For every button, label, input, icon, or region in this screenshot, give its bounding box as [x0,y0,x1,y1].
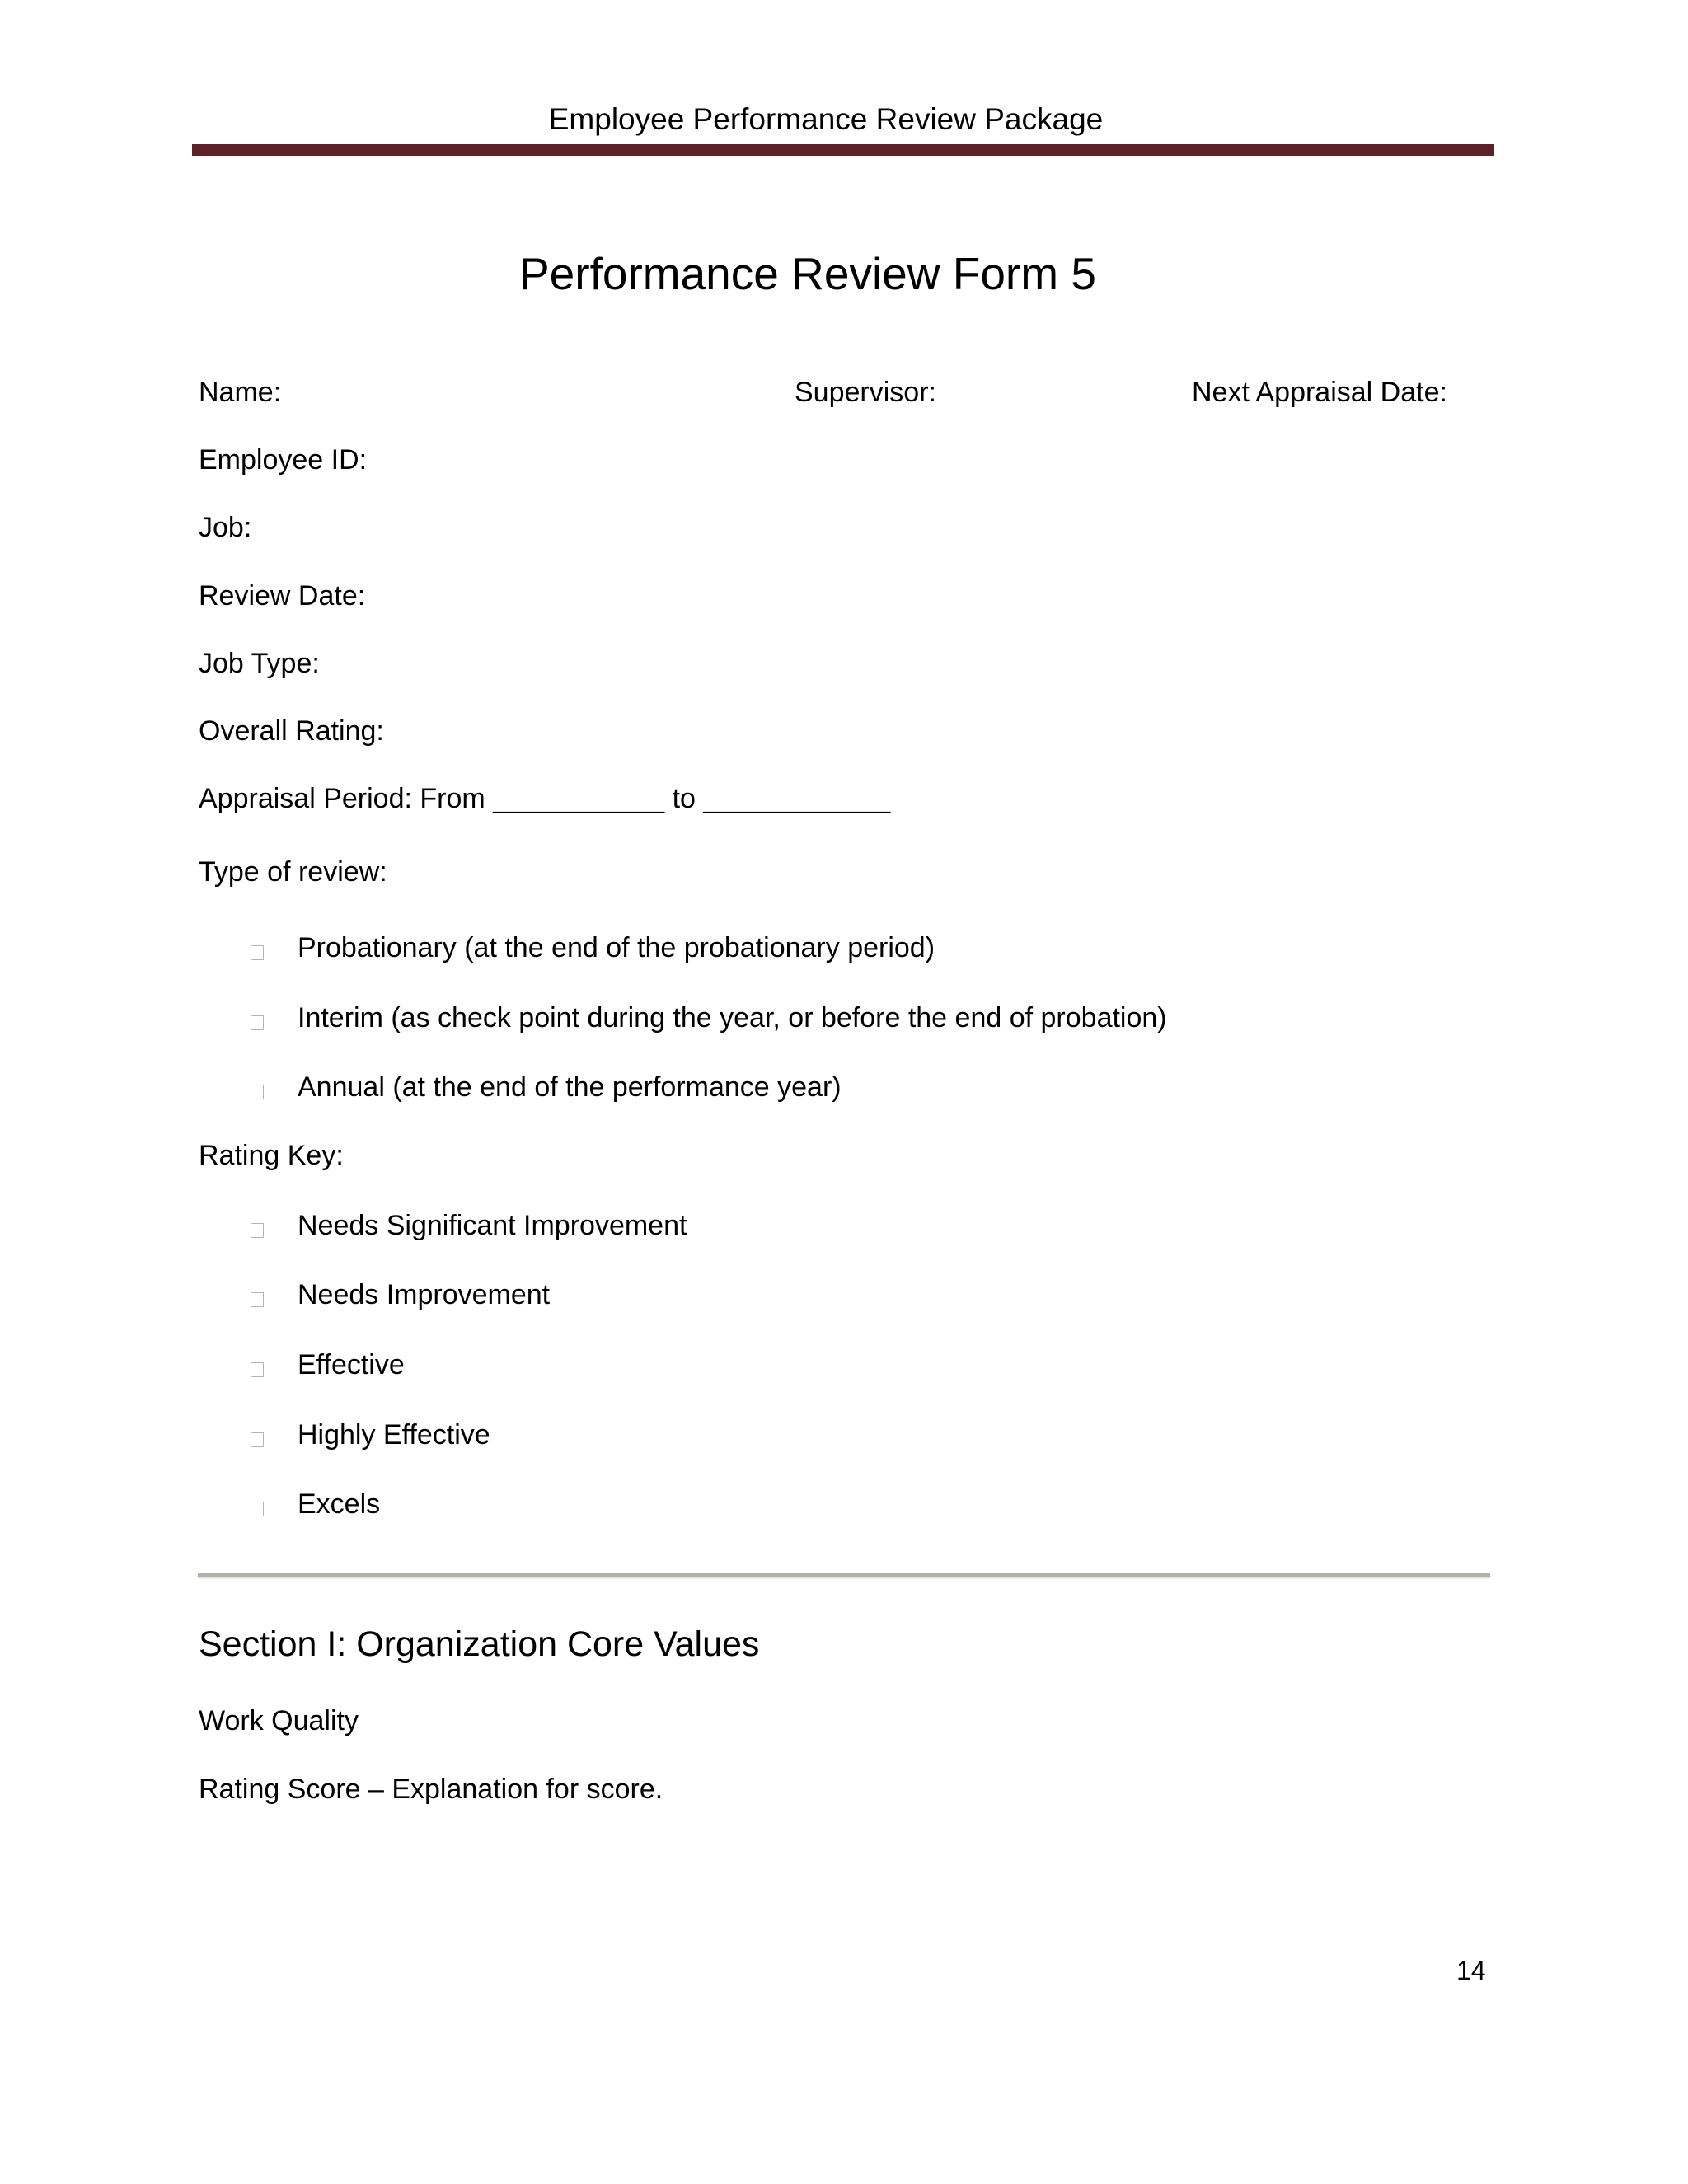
rating-score-line: Rating Score – Explanation for score. [199,1774,663,1805]
work-quality-subheading: Work Quality [199,1705,359,1736]
job-label: Job: [199,512,252,543]
rating-option-label: Excels [298,1488,381,1520]
checkbox-icon[interactable] [251,1223,264,1238]
checkbox-icon[interactable] [251,1292,264,1307]
header-rule [192,144,1494,156]
checkbox-icon[interactable] [251,1015,264,1030]
supervisor-label: Supervisor: [795,377,936,408]
page-number: 14 [1456,1956,1486,1985]
review-type-option-label: Interim (as check point during the year, or before the end of probation) [298,1002,1167,1033]
checkbox-icon[interactable] [251,1085,264,1099]
checkbox-icon[interactable] [251,1432,264,1447]
checkbox-icon[interactable] [251,1502,264,1516]
review-type-option-label: Annual (at the end of the performance year) [298,1071,842,1103]
rating-option-label: Needs Significant Improvement [298,1210,687,1241]
review-date-label: Review Date: [199,580,366,612]
section-heading: Section I: Organization Core Values [199,1624,760,1664]
form-title: Performance Review Form 5 [519,248,1096,299]
rating-option-label: Needs Improvement [298,1279,551,1310]
rating-key-label: Rating Key: [199,1140,344,1171]
overall-rating-label: Overall Rating: [199,715,384,747]
name-label: Name: [199,377,282,408]
checkbox-icon[interactable] [251,1362,264,1377]
review-type-option-label: Probationary (at the end of the probationary period) [298,932,935,963]
next-appraisal-date-label: Next Appraisal Date: [1192,377,1447,408]
rating-option-label: Highly Effective [298,1419,490,1451]
employee-id-label: Employee ID: [199,444,368,476]
job-type-label: Job Type: [199,648,320,679]
review-type-label: Type of review: [199,856,387,888]
appraisal-period-label: Appraisal Period: From ___________ to ____________ [199,783,891,814]
checkbox-icon[interactable] [251,945,264,960]
running-header [0,102,1688,137]
section-divider [198,1573,1490,1577]
rating-option-label: Effective [298,1349,405,1380]
running-header-title: Employee Performance Review Package [548,102,1104,136]
